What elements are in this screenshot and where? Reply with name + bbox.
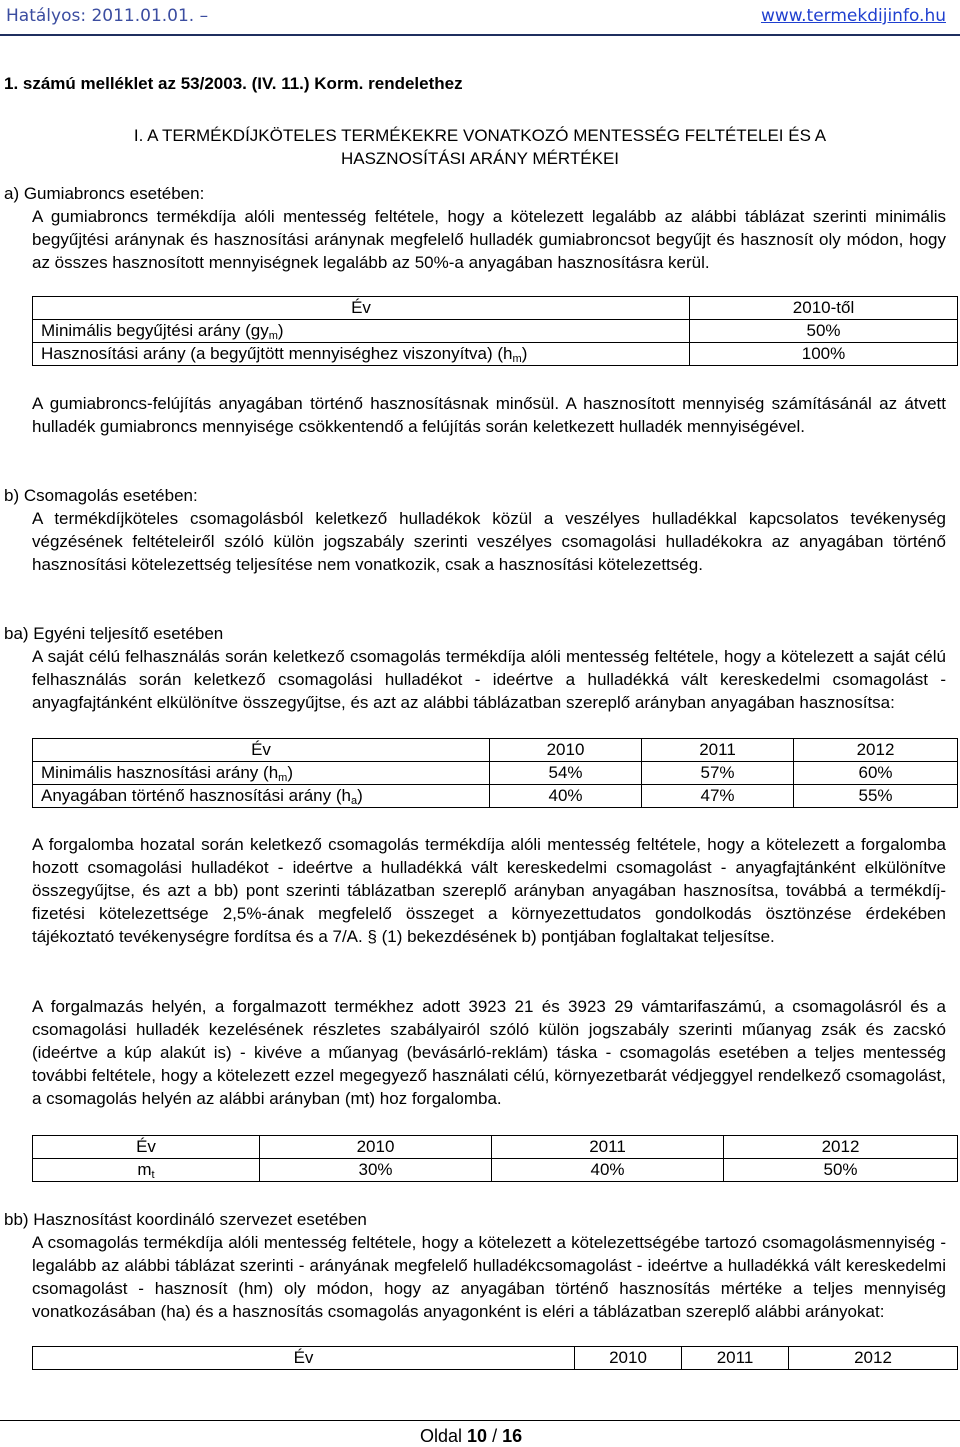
table-header-cell: 2010 <box>260 1136 492 1159</box>
table-row <box>33 739 958 762</box>
table-header-cell: 2010 <box>575 1347 682 1370</box>
section-title-line-2: HASZNOSÍTÁSI ARÁNY MÉRTÉKEI <box>340 149 620 168</box>
paragraph-a-1: A gumiabroncs termékdíja alóli mentesség feltétele, hogy a kötelezett legalább az alábbi táblázat szerinti minimális begyűjtési aránynak és hasznosítási aránynak megfelelő hulladék gumiabroncsot begyűjt és hasznosít oly módon, hogy az összes hasznosított mennyiségnek legalább az 50%-a anyagában hasznosításra kerül. <box>32 207 946 272</box>
table-row <box>33 1136 958 1159</box>
document-title: 1. számú melléklet az 53/2003. (IV. 11.) Korm. rendelethez <box>4 74 463 93</box>
table-cell-label: Hasznosítási arány (a begyűjtött mennyiséghez viszonyítva) $(h_m)$ <box>33 343 690 366</box>
page-header <box>0 4 960 30</box>
table-header-cell: 2011 <box>492 1136 724 1159</box>
table-cell-value: 40% <box>492 1159 724 1182</box>
table-cell-value: 40% <box>490 785 642 808</box>
table-row <box>33 762 958 785</box>
table-cell-value: 54% <box>490 762 642 785</box>
table-header-cell: 2011 <box>642 739 794 762</box>
header-effective-date: Hatályos: 2011.01.01. – <box>6 6 209 26</box>
table-cell-label: $m_t$ <box>33 1159 260 1182</box>
header-website-link[interactable]: www.termekdijinfo.hu <box>760 6 946 26</box>
paragraph-ba-1: A saját célú felhasználás során keletkező csomagolás termékdíja alóli mentesség feltétele, hogy a kötelezett a saját célú felhasználás során keletkező csomagolási hulladékot - ideértve a hulladékká vált kereskedelmi csomagolást - anyagfajtánként elkülönítve összegyűjtse, és azt az alábbi táblázatban szereplő arányban anyagában hasznosítsa: <box>32 647 946 712</box>
heading-ba-individual: ba) Egyéni teljesítő esetében <box>4 624 224 643</box>
table-cell-value: 50% <box>690 320 958 343</box>
table-header-cell: 2010-től <box>690 297 958 320</box>
footer-divider <box>0 1420 960 1421</box>
paragraph-ba-3: A forgalmazás helyén, a forgalmazott termékhez adott 3923 21 és 3923 29 vámtarifaszámú, a csomagolásról és a csomagolási hulladék kezelésének részletes szabályairól szóló külön jogszabály szerinti műanyag zsák és zacskó (ideértve a kúp alakút is) - kivéve a műanyag (bevásárló-reklám) táska - csomagolás esetében a teljes mentesség további feltétele, hogy a kötelezett ezzel megegyező használati célú, környezetbarát védjeggyel rendelkező csomagolást, a csomagolás helyén az alábbi arányban (mt) hoz forgalomba. <box>32 997 946 1108</box>
table-header-cell: Év <box>33 297 690 320</box>
table-cell-label: Anyagában történő hasznosítási arány $(h_a)$ <box>33 785 490 808</box>
paragraph-a-2: A gumiabroncs-felújítás anyagában történő hasznosításnak minősül. A hasznosított mennyiség számításánál az átvett hulladék gumiabroncs mennyisége csökkentendő a felújítás során keletkezett hulladék mennyiségével. <box>32 394 946 436</box>
paragraph-bb: A csomagolás termékdíja alóli mentesség feltétele, hogy a kötelezett a kötelezettségébe tartozó csomagolásmennyiség - legalább az alábbi táblázat szerinti - arányának megfelelő hulladékcsomagolást - ideértve a hulladékká vált kereskedelmi csomagolást - hasznosít (hm) oly módon, hogy az anyagában történő hasznosítás mértéke a teljes mennyiség vonatkozásában (ha) és a hasznosítás csomagolás anyagonként is eléri a táblázatban szereplő alábbi arányokat: <box>32 1233 946 1321</box>
table-row <box>33 320 958 343</box>
coordinator-rate-table <box>32 1346 958 1370</box>
table-row <box>33 343 958 366</box>
heading-bb-coordinator: bb) Hasznosítást koordináló szervezet esetében <box>4 1210 367 1229</box>
table-cell-value: 30% <box>260 1159 492 1182</box>
table-row <box>33 1347 958 1370</box>
table-header-cell: Év <box>33 739 490 762</box>
table-header-cell: 2012 <box>789 1347 958 1370</box>
table-cell-label: Minimális hasznosítási arány $(h_m)$ <box>33 762 490 785</box>
table-header-cell: Év <box>33 1347 575 1370</box>
table-cell-value: 57% <box>642 762 794 785</box>
table-cell-label: Minimális begyűjtési arány $(gy_m)$ <box>33 320 690 343</box>
table-cell-value: 60% <box>794 762 958 785</box>
table-header-cell: 2010 <box>490 739 642 762</box>
table-row <box>33 785 958 808</box>
bag-rate-table <box>32 1135 958 1182</box>
page-number: Oldal 10 / 16 <box>420 1426 523 1446</box>
section-title-line-1: I. A TERMÉKDÍJKÖTELES TERMÉKEKRE VONATKOZÓ MENTESSÉG FELTÉTELEI ÉS A <box>133 126 827 145</box>
table-cell-value: 100% <box>690 343 958 366</box>
heading-b-packaging: b) Csomagolás esetében: <box>4 486 198 505</box>
table-header-cell: 2012 <box>794 739 958 762</box>
heading-a-tires: a) Gumiabroncs esetében: <box>4 184 205 203</box>
table-row <box>33 297 958 320</box>
table-header-cell: 2012 <box>724 1136 958 1159</box>
table-cell-value: 47% <box>642 785 794 808</box>
paragraph-b: A termékdíjköteles csomagolásból keletkező hulladékok közül a veszélyes hulladékkal kapcsolatos tevékenység végzésének feltételeiről szóló külön jogszabály szerinti veszélyes csomagolási hulladékokra az anyagában történő hasznosítási kötelezettség teljesítése nem vonatkozik, csak a hasznosítási kötelezettség. <box>32 509 946 574</box>
table-header-cell: 2011 <box>682 1347 789 1370</box>
table-header-cell: Év <box>33 1136 260 1159</box>
paragraph-ba-2: A forgalomba hozatal során keletkező csomagolás termékdíja alóli mentesség feltétele, hogy a kötelezett a forgalomba hozott csomagolási hulladékot - ideértve a hulladékká vált kereskedelmi csomagolást - anyagfajtánként elkülönítve összegyűjtse, és azt a bb) pont szerinti táblázatban szereplő arányban anyagában hasznosítsa, továbbá a termékdíj-fizetési kötelezettsége 2,5%-ának megfelelő összeget a környezettudatos gondolkodás ösztönzése érdekében tájékoztató tevékenységre fordítsa és a 7/A. § (1) bekezdésének b) pontjában foglaltakat teljesítse. <box>32 835 946 946</box>
recovery-rate-table <box>32 738 958 808</box>
table-cell-value: 50% <box>724 1159 958 1182</box>
table-row <box>33 1159 958 1182</box>
tire-rate-table <box>32 296 958 366</box>
table-cell-value: 55% <box>794 785 958 808</box>
header-divider <box>0 34 960 36</box>
